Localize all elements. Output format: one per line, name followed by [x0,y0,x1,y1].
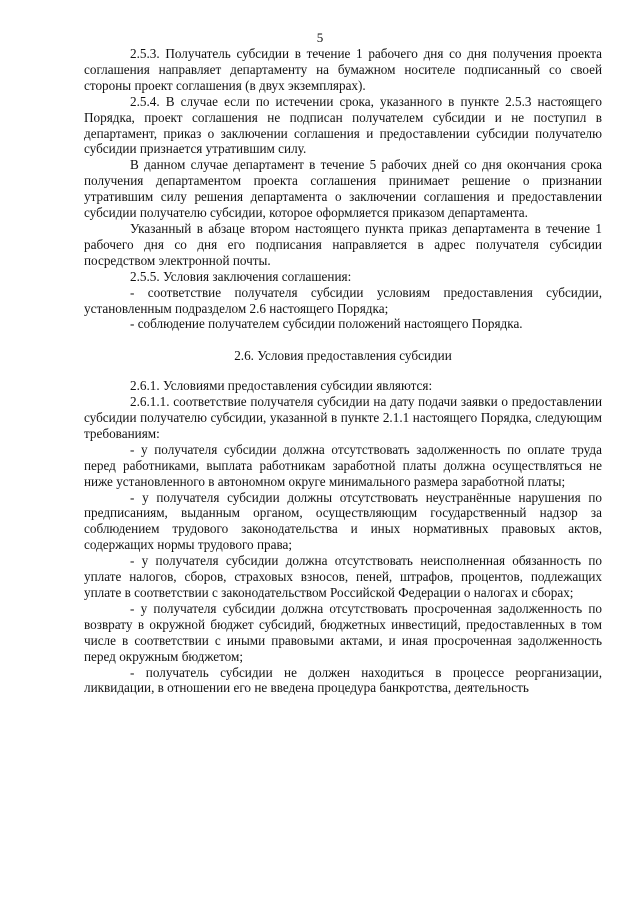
paragraph-2-5-4: 2.5.4. В случае если по истечении срока, указанного в пункте 2.5.3 настоящего Порядка, проект соглашения не подписан получателем субсидии и не поступил в департамент, приказ о заключении соглашения и предоставлении субсидии получателю субсидии признается утратившим силу. [84,93,602,157]
page-number: 5 [316,30,324,45]
list-item-budget-debt: - у получателя субсидии должна отсутствовать просроченная задолженность по возврату в окружной бюджет субсидий, бюджетных инвестиций, предоставленных в том числе в соответствии с иными правовыми актами, и иная просроченная задолженность перед окружным бюджетом; [84,600,602,664]
list-item-condition-provisions: - соблюдение получателем субсидии положений настоящего Порядка. [130,316,523,332]
list-item-condition-compliance: - соответствие получателя субсидии условиям предоставления субсидии, установленным подразделом 2.6 настоящего Порядка; [84,284,602,316]
paragraph-2-5-3: 2.5.3. Получатель субсидии в течение 1 рабочего дня со дня получения проекта соглашения направляет департаменту на бумажном носителе подписанный со своей стороны проект соглашения (в двух экземплярах). [84,46,602,93]
paragraph-order-sending: Указанный в абзаце втором настоящего пункта приказ департамента в течение 1 рабочего дня со дня его подписания направляется в адрес получателя субсидии посредством электронной почты. [84,220,602,268]
paragraph-2-6-1: 2.6.1. Условиями предоставления субсидии являются: [130,378,433,394]
paragraph-2-6-1-1: 2.6.1.1. соответствие получателя субсидии на дату подачи заявки о предоставлении субсидии получателю субсидии, указанной в пункте 2.1.1 настоящего Порядка, следующим требованиям: [84,394,602,441]
paragraph-revocation-decision: В данном случае департамент в течение 5 рабочих дней со дня окончания срока получения департаментом проекта соглашения принимает решение о признании утратившим силу решения департамента о заключении соглашения и предоставлении субсидии получателю субсидии, которое оформляется приказом департамента. [84,157,602,221]
section-heading-2-6: 2.6. Условия предоставления субсидии [234,348,452,364]
list-item-tax-debt: - у получателя субсидии должна отсутствовать неисполненная обязанность по уплате налогов, сборов, страховых взносов, пеней, штрафов, процентов, подлежащих уплате в соответствии с законодательством Российской Федерации о налогах и сборах; [84,553,602,600]
list-item-labor-violations: - у получателя субсидии должны отсутствовать неустранённые нарушения по предписаниям, выданным органом, осуществляющим государственный надзор за соблюдением трудового законодательства и иных нормативных правовых актов, содержащих нормы трудового права; [84,489,602,553]
list-item-wage-debt: - у получателя субсидии должна отсутствовать задолженность по оплате труда перед работниками, выплата работникам заработной платы должна осуществляться не ниже установленного в автономном округе минимального размера заработной платы; [84,441,602,489]
list-item-reorganization: - получатель субсидии не должен находиться в процессе реорганизации, ликвидации, в отношении его не введена процедура банкротства, деятельность [84,664,602,696]
document-body [84,46,602,696]
paragraph-2-5-5: 2.5.5. Условия заключения соглашения: [130,268,352,284]
